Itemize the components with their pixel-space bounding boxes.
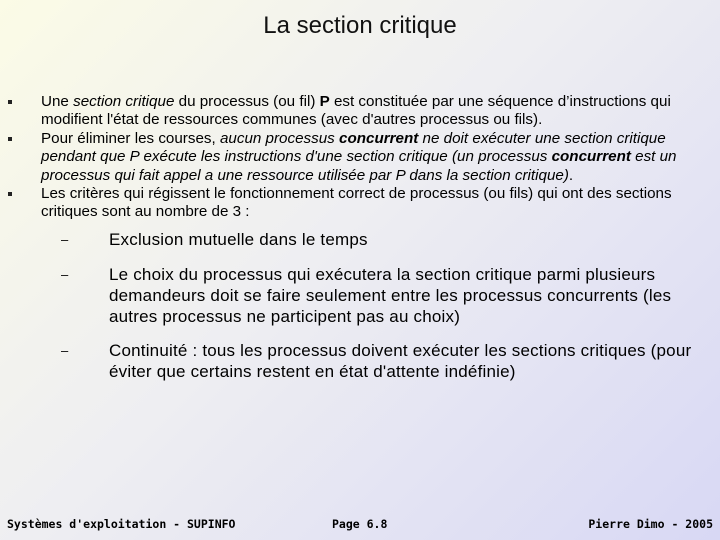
text-segment-bold-italic: concurrent [551,148,631,166]
text-segment: du processus (ou fil) [174,93,320,110]
footer [0,517,720,535]
sub-item [41,340,708,382]
sub-item-text: Le choix du processus qui exécutera la section critique parmi plusieurs demandeurs doit se faire seulement entre les processus concurrents (les autres processus ne participent pas au choix) [109,264,672,326]
text-segment: est constituée par une séquence d’instructions qui modifient l'état de ressources communes (avec d'autres processus ou fils). [41,93,671,129]
bullet-marker [8,137,12,141]
text-segment-bold-italic: concurrent [339,129,419,147]
bullet-item [8,185,708,382]
sub-item-text: Continuité : tous les processus doivent exécuter les sections critiques (pour éviter que certains restent en état d'attente indéfinie) [109,340,692,381]
footer-page-number: Page 6.8 [332,517,388,531]
sub-list [41,229,708,382]
sub-item [41,229,708,250]
footer-course: Systèmes d'exploitation - SUPINFO [7,517,236,531]
dash-marker: – [61,266,69,282]
text-segment: . [568,166,574,184]
text-segment-italic: section critique [73,93,175,110]
bullet-list [8,93,708,395]
text-segment-bold: P [319,93,330,110]
text-segment-italic: ne doit exécuter une section critique pendant que P exécute les instructions d'une section critique (un processus [41,129,666,166]
dash-marker: – [61,342,69,358]
text-segment-italic: est un processus qui fait appel a une ressource utilisée par P dans la section critique) [41,148,677,184]
dash-marker: – [61,231,69,247]
bullet-item [8,130,708,185]
bullet-marker [8,192,12,196]
footer-author: Pierre Dimo - 2005 [588,517,713,531]
text-segment: Les critères qui régissent le fonctionnement correct de processus (ou fils) qui ont des sections critiques sont au nombre de 3 : [41,185,672,221]
text-segment-italic: aucun processus [219,129,339,147]
text-segment: Pour éliminer les courses, [41,129,220,147]
text-segment: Une [41,93,74,110]
sub-item-text: Exclusion mutuelle dans le temps [109,229,368,249]
bullet-marker [8,100,12,104]
bullet-item [8,93,708,130]
sub-item [41,264,708,327]
slide-title: La section critique [263,12,457,39]
